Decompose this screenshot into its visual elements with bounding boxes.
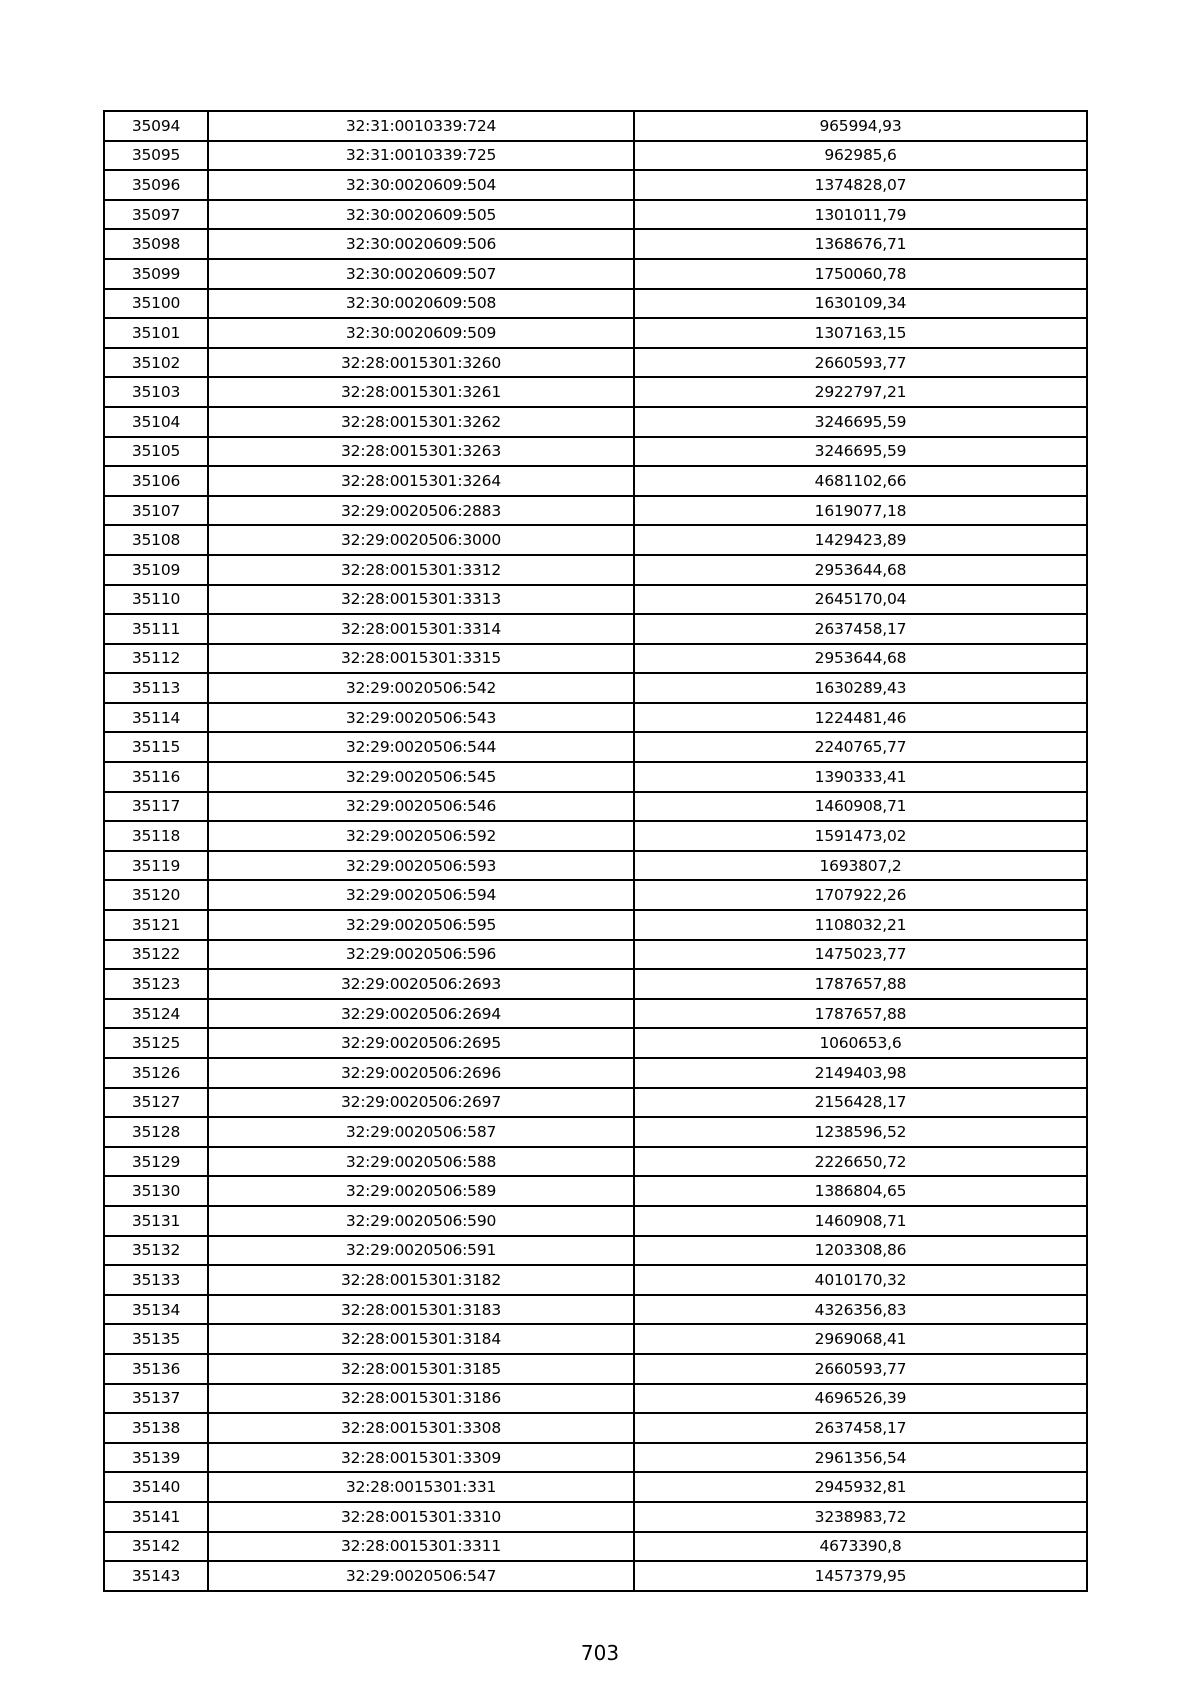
cadastral-value-cell: 4673390,8 — [634, 1532, 1087, 1562]
table-row — [104, 732, 1087, 762]
row-number-cell: 35139 — [104, 1443, 208, 1473]
row-number-cell: 35096 — [104, 170, 208, 200]
table-row — [104, 1324, 1087, 1354]
cadastral-value-cell: 1750060,78 — [634, 259, 1087, 289]
cadastral-value-cell: 1787657,88 — [634, 999, 1087, 1029]
cadastral-value-cell: 965994,93 — [634, 111, 1087, 141]
cadastral-number-cell: 32:28:0015301:3312 — [208, 555, 634, 585]
table-row — [104, 999, 1087, 1029]
cadastral-value-cell: 3246695,59 — [634, 437, 1087, 467]
table-row — [104, 1176, 1087, 1206]
cadastral-value-cell: 1457379,95 — [634, 1561, 1087, 1591]
cadastral-value-cell: 2149403,98 — [634, 1058, 1087, 1088]
cadastral-number-cell: 32:30:0020609:504 — [208, 170, 634, 200]
row-number-cell: 35126 — [104, 1058, 208, 1088]
cadastral-number-cell: 32:28:0015301:3263 — [208, 437, 634, 467]
cadastral-value-cell: 1224481,46 — [634, 703, 1087, 733]
cadastral-number-cell: 32:29:0020506:593 — [208, 851, 634, 881]
table-row — [104, 1058, 1087, 1088]
table-row — [104, 229, 1087, 259]
cadastral-number-cell: 32:29:0020506:546 — [208, 792, 634, 822]
cadastral-value-cell: 1386804,65 — [634, 1176, 1087, 1206]
row-number-cell: 35106 — [104, 466, 208, 496]
cadastral-value-cell: 2240765,77 — [634, 732, 1087, 762]
cadastral-number-cell: 32:28:0015301:3310 — [208, 1502, 634, 1532]
row-number-cell: 35138 — [104, 1413, 208, 1443]
cadastral-value-cell: 3246695,59 — [634, 407, 1087, 437]
table-row — [104, 585, 1087, 615]
row-number-cell: 35134 — [104, 1295, 208, 1325]
row-number-cell: 35136 — [104, 1354, 208, 1384]
table-row — [104, 348, 1087, 378]
row-number-cell: 35100 — [104, 289, 208, 319]
cadastral-value-cell: 1108032,21 — [634, 910, 1087, 940]
row-number-cell: 35105 — [104, 437, 208, 467]
cadastral-value-cell: 2945932,81 — [634, 1472, 1087, 1502]
table-row — [104, 851, 1087, 881]
row-number-cell: 35123 — [104, 969, 208, 999]
table-row — [104, 1147, 1087, 1177]
table-row — [104, 1384, 1087, 1414]
cadastral-value-cell: 2637458,17 — [634, 1413, 1087, 1443]
cadastral-number-cell: 32:28:0015301:3183 — [208, 1295, 634, 1325]
cadastral-value-cell: 1060653,6 — [634, 1028, 1087, 1058]
table-row — [104, 1088, 1087, 1118]
row-number-cell: 35101 — [104, 318, 208, 348]
table-row — [104, 703, 1087, 733]
cadastral-value-cell: 1707922,26 — [634, 880, 1087, 910]
cadastral-value-cell: 2969068,41 — [634, 1324, 1087, 1354]
table-row — [104, 377, 1087, 407]
cadastral-number-cell: 32:28:0015301:3182 — [208, 1265, 634, 1295]
cadastral-value-cell: 1630109,34 — [634, 289, 1087, 319]
row-number-cell: 35108 — [104, 525, 208, 555]
table-row — [104, 1561, 1087, 1591]
row-number-cell: 35118 — [104, 821, 208, 851]
cadastral-number-cell: 32:28:0015301:3185 — [208, 1354, 634, 1384]
cadastral-number-cell: 32:29:0020506:2697 — [208, 1088, 634, 1118]
table-row — [104, 1502, 1087, 1532]
cadastral-value-cell: 1368676,71 — [634, 229, 1087, 259]
cadastral-value-cell: 2156428,17 — [634, 1088, 1087, 1118]
cadastral-number-cell: 32:30:0020609:508 — [208, 289, 634, 319]
cadastral-value-cell: 2226650,72 — [634, 1147, 1087, 1177]
cadastral-number-cell: 32:28:0015301:3260 — [208, 348, 634, 378]
table-row — [104, 940, 1087, 970]
cadastral-value-cell: 1591473,02 — [634, 821, 1087, 851]
cadastral-number-cell: 32:29:0020506:2694 — [208, 999, 634, 1029]
row-number-cell: 35133 — [104, 1265, 208, 1295]
cadastral-number-cell: 32:28:0015301:3186 — [208, 1384, 634, 1414]
row-number-cell: 35131 — [104, 1206, 208, 1236]
row-number-cell: 35121 — [104, 910, 208, 940]
cadastral-number-cell: 32:29:0020506:3000 — [208, 525, 634, 555]
table-row — [104, 1206, 1087, 1236]
cadastral-number-cell: 32:30:0020609:505 — [208, 200, 634, 230]
cadastral-value-cell: 1693807,2 — [634, 851, 1087, 881]
row-number-cell: 35140 — [104, 1472, 208, 1502]
cadastral-value-cell: 4326356,83 — [634, 1295, 1087, 1325]
cadastral-number-cell: 32:29:0020506:2695 — [208, 1028, 634, 1058]
table-row — [104, 644, 1087, 674]
cadastral-value-cell: 2961356,54 — [634, 1443, 1087, 1473]
row-number-cell: 35098 — [104, 229, 208, 259]
table-body — [104, 111, 1087, 1591]
cadastral-number-cell: 32:28:0015301:331 — [208, 1472, 634, 1502]
table-row — [104, 1236, 1087, 1266]
cadastral-value-cell: 2660593,77 — [634, 1354, 1087, 1384]
row-number-cell: 35132 — [104, 1236, 208, 1266]
cadastral-number-cell: 32:28:0015301:3184 — [208, 1324, 634, 1354]
cadastral-value-cell: 1460908,71 — [634, 1206, 1087, 1236]
table-row — [104, 1472, 1087, 1502]
table-row — [104, 407, 1087, 437]
cadastral-number-cell: 32:28:0015301:3313 — [208, 585, 634, 615]
cadastral-number-cell: 32:31:0010339:725 — [208, 141, 634, 171]
cadastral-number-cell: 32:28:0015301:3315 — [208, 644, 634, 674]
row-number-cell: 35119 — [104, 851, 208, 881]
cadastral-number-cell: 32:29:0020506:542 — [208, 673, 634, 703]
row-number-cell: 35117 — [104, 792, 208, 822]
cadastral-value-cell: 1787657,88 — [634, 969, 1087, 999]
cadastral-number-cell: 32:29:0020506:589 — [208, 1176, 634, 1206]
cadastral-value-cell: 1390333,41 — [634, 762, 1087, 792]
cadastral-value-cell: 4681102,66 — [634, 466, 1087, 496]
cadastral-number-cell: 32:29:0020506:587 — [208, 1117, 634, 1147]
cadastral-value-cell: 1307163,15 — [634, 318, 1087, 348]
table-row — [104, 170, 1087, 200]
cadastral-number-cell: 32:31:0010339:724 — [208, 111, 634, 141]
table-row — [104, 555, 1087, 585]
row-number-cell: 35097 — [104, 200, 208, 230]
row-number-cell: 35104 — [104, 407, 208, 437]
cadastral-number-cell: 32:30:0020609:506 — [208, 229, 634, 259]
row-number-cell: 35116 — [104, 762, 208, 792]
cadastral-number-cell: 32:29:0020506:2693 — [208, 969, 634, 999]
cadastral-number-cell: 32:28:0015301:3309 — [208, 1443, 634, 1473]
row-number-cell: 35102 — [104, 348, 208, 378]
cadastral-number-cell: 32:28:0015301:3264 — [208, 466, 634, 496]
cadastral-value-cell: 1374828,07 — [634, 170, 1087, 200]
cadastral-value-cell: 1429423,89 — [634, 525, 1087, 555]
cadastral-value-cell: 1475023,77 — [634, 940, 1087, 970]
cadastral-value-cell: 1460908,71 — [634, 792, 1087, 822]
cadastral-number-cell: 32:29:0020506:596 — [208, 940, 634, 970]
table-row — [104, 111, 1087, 141]
table-row — [104, 1265, 1087, 1295]
cadastral-value-cell: 962985,6 — [634, 141, 1087, 171]
cadastral-value-table — [103, 110, 1088, 1592]
row-number-cell: 35103 — [104, 377, 208, 407]
row-number-cell: 35115 — [104, 732, 208, 762]
cadastral-number-cell: 32:29:0020506:543 — [208, 703, 634, 733]
cadastral-number-cell: 32:29:0020506:592 — [208, 821, 634, 851]
page-number: 703 — [580, 1641, 620, 1665]
cadastral-number-cell: 32:28:0015301:3261 — [208, 377, 634, 407]
cadastral-value-cell: 3238983,72 — [634, 1502, 1087, 1532]
row-number-cell: 35142 — [104, 1532, 208, 1562]
table-row — [104, 200, 1087, 230]
cadastral-number-cell: 32:28:0015301:3314 — [208, 614, 634, 644]
cadastral-value-cell: 2660593,77 — [634, 348, 1087, 378]
row-number-cell: 35113 — [104, 673, 208, 703]
cadastral-number-cell: 32:30:0020609:509 — [208, 318, 634, 348]
row-number-cell: 35128 — [104, 1117, 208, 1147]
row-number-cell: 35112 — [104, 644, 208, 674]
row-number-cell: 35124 — [104, 999, 208, 1029]
row-number-cell: 35129 — [104, 1147, 208, 1177]
table-row — [104, 318, 1087, 348]
cadastral-number-cell: 32:29:0020506:545 — [208, 762, 634, 792]
row-number-cell: 35110 — [104, 585, 208, 615]
row-number-cell: 35107 — [104, 496, 208, 526]
table-row — [104, 1532, 1087, 1562]
table-row — [104, 792, 1087, 822]
table-row — [104, 1354, 1087, 1384]
cadastral-value-cell: 2645170,04 — [634, 585, 1087, 615]
table-row — [104, 141, 1087, 171]
table-row — [104, 525, 1087, 555]
row-number-cell: 35141 — [104, 1502, 208, 1532]
cadastral-value-cell: 1630289,43 — [634, 673, 1087, 703]
row-number-cell: 35137 — [104, 1384, 208, 1414]
table-row — [104, 821, 1087, 851]
table-row — [104, 673, 1087, 703]
table-row — [104, 466, 1087, 496]
cadastral-number-cell: 32:29:0020506:547 — [208, 1561, 634, 1591]
row-number-cell: 35122 — [104, 940, 208, 970]
cadastral-value-cell: 2922797,21 — [634, 377, 1087, 407]
cadastral-value-cell: 2953644,68 — [634, 644, 1087, 674]
table-row — [104, 259, 1087, 289]
cadastral-number-cell: 32:28:0015301:3262 — [208, 407, 634, 437]
row-number-cell: 35114 — [104, 703, 208, 733]
row-number-cell: 35120 — [104, 880, 208, 910]
cadastral-value-cell: 1619077,18 — [634, 496, 1087, 526]
row-number-cell: 35094 — [104, 111, 208, 141]
table-row — [104, 289, 1087, 319]
table-row — [104, 1028, 1087, 1058]
table-row — [104, 762, 1087, 792]
row-number-cell: 35130 — [104, 1176, 208, 1206]
cadastral-number-cell: 32:29:0020506:544 — [208, 732, 634, 762]
cadastral-number-cell: 32:29:0020506:588 — [208, 1147, 634, 1177]
row-number-cell: 35111 — [104, 614, 208, 644]
row-number-cell: 35127 — [104, 1088, 208, 1118]
cadastral-number-cell: 32:29:0020506:2696 — [208, 1058, 634, 1088]
table-row — [104, 437, 1087, 467]
cadastral-number-cell: 32:29:0020506:590 — [208, 1206, 634, 1236]
cadastral-value-cell: 1203308,86 — [634, 1236, 1087, 1266]
cadastral-value-cell: 4696526,39 — [634, 1384, 1087, 1414]
cadastral-value-cell: 2953644,68 — [634, 555, 1087, 585]
cadastral-number-cell: 32:30:0020609:507 — [208, 259, 634, 289]
table-row — [104, 1117, 1087, 1147]
cadastral-value-cell: 1301011,79 — [634, 200, 1087, 230]
table-row — [104, 614, 1087, 644]
table-row — [104, 496, 1087, 526]
cadastral-number-cell: 32:29:0020506:2883 — [208, 496, 634, 526]
cadastral-value-cell: 4010170,32 — [634, 1265, 1087, 1295]
row-number-cell: 35143 — [104, 1561, 208, 1591]
cadastral-number-cell: 32:29:0020506:591 — [208, 1236, 634, 1266]
table-row — [104, 969, 1087, 999]
cadastral-value-cell: 2637458,17 — [634, 614, 1087, 644]
table-row — [104, 1295, 1087, 1325]
table-row — [104, 1413, 1087, 1443]
row-number-cell: 35099 — [104, 259, 208, 289]
cadastral-number-cell: 32:28:0015301:3311 — [208, 1532, 634, 1562]
row-number-cell: 35125 — [104, 1028, 208, 1058]
table-row — [104, 910, 1087, 940]
cadastral-number-cell: 32:29:0020506:594 — [208, 880, 634, 910]
table-row — [104, 880, 1087, 910]
row-number-cell: 35095 — [104, 141, 208, 171]
cadastral-number-cell: 32:28:0015301:3308 — [208, 1413, 634, 1443]
cadastral-value-cell: 1238596,52 — [634, 1117, 1087, 1147]
table-row — [104, 1443, 1087, 1473]
row-number-cell: 35135 — [104, 1324, 208, 1354]
cadastral-number-cell: 32:29:0020506:595 — [208, 910, 634, 940]
row-number-cell: 35109 — [104, 555, 208, 585]
